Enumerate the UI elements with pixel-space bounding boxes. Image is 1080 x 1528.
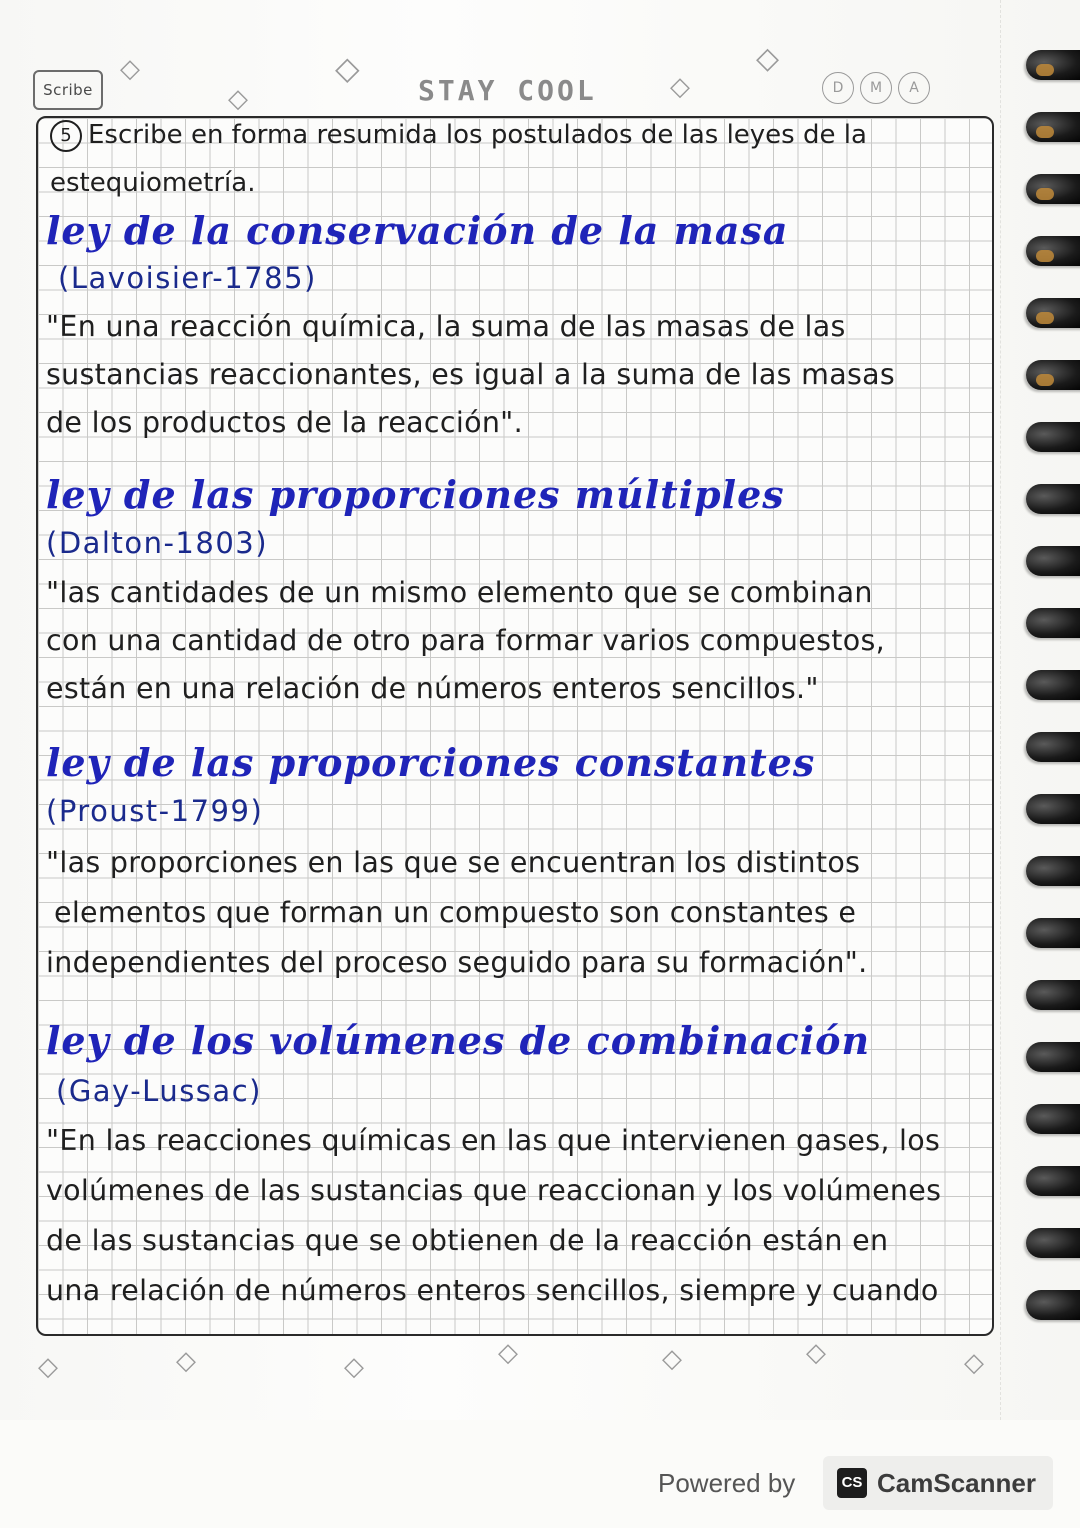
law-text-line: de las sustancias que se obtienen de la reacción están en — [46, 1224, 889, 1257]
law-text-line: sustancias reaccionantes, es igual a la suma de las masas — [46, 358, 896, 391]
law-text-line: volúmenes de las sustancias que reaccionan y los volúmenes — [46, 1174, 942, 1207]
law-title: ley de la conservación de la masa — [46, 208, 789, 253]
law-author: (Dalton-1803) — [46, 526, 269, 560]
diamond-icon: ◇ — [498, 1338, 518, 1368]
diamond-icon: ◇ — [176, 1346, 196, 1376]
law-text-line: "las proporciones en las que se encuentran los distintos — [46, 846, 861, 879]
law-text-line: "las cantidades de un mismo elemento que se combinan — [46, 576, 873, 609]
diamond-icon: ◇ — [38, 1352, 58, 1382]
tracker-circle-a: A — [898, 72, 930, 104]
law-text-line: una relación de números enteros sencillos, siempre y cuando — [46, 1274, 939, 1307]
diamond-icon: ◇ — [662, 1344, 682, 1374]
diamond-icon: ◇ — [806, 1338, 826, 1368]
diamond-icon: ◇ — [756, 41, 780, 76]
law-author: (Proust-1799) — [46, 794, 264, 828]
law-text-line: "En las reacciones químicas en las que intervienen gases, los — [46, 1124, 941, 1157]
law-title: ley de las proporciones constantes — [46, 740, 816, 785]
law-title: ley de las proporciones múltiples — [46, 472, 785, 517]
law-text-line: "En una reacción química, la suma de las masas de las — [46, 310, 846, 343]
perforation-line — [1000, 0, 1002, 1420]
diamond-icon: ◇ — [120, 54, 140, 84]
diamond-icon: ◇ — [335, 49, 360, 87]
law-text-line: de los productos de la reacción". — [46, 406, 523, 439]
brand-logo: Scribe — [33, 70, 103, 110]
diamond-icon: ◇ — [964, 1348, 984, 1378]
law-text-line: elementos que forman un compuesto son constantes e — [54, 896, 857, 929]
diamond-icon: ◇ — [670, 72, 690, 102]
law-text-line: independientes del proceso seguido para su formación". — [46, 946, 868, 979]
tracker-circle-d: D — [822, 72, 854, 104]
law-author: (Lavoisier-1785) — [58, 261, 317, 295]
question-number: 5 — [50, 120, 82, 152]
powered-by-label: Powered by — [658, 1468, 796, 1498]
law-author: (Gay-Lussac) — [56, 1074, 262, 1108]
law-title: ley de los volúmenes de combinación — [46, 1018, 871, 1063]
camscanner-logo-icon: CS — [837, 1468, 867, 1498]
date-tracker — [822, 72, 930, 104]
diamond-icon: ◇ — [228, 84, 248, 114]
camscanner-name: CamScanner — [877, 1467, 1036, 1498]
law-text-line: están en una relación de números enteros sencillos." — [46, 672, 819, 705]
diamond-icon: ◇ — [344, 1352, 364, 1382]
question-line — [50, 120, 867, 152]
tracker-circle-m: M — [860, 72, 892, 104]
notes-grid-card — [36, 116, 994, 1336]
camscanner-badge — [823, 1456, 1053, 1510]
law-text-line: con una cantidad de otro para formar varios compuestos, — [46, 624, 885, 657]
spiral-binding — [1018, 50, 1080, 1390]
stay-cool-stamp: STAY COOL — [418, 74, 597, 107]
question-text: Escribe en forma resumida los postulados de las leyes de la — [88, 120, 867, 150]
question-line: estequiometría. — [50, 168, 256, 198]
